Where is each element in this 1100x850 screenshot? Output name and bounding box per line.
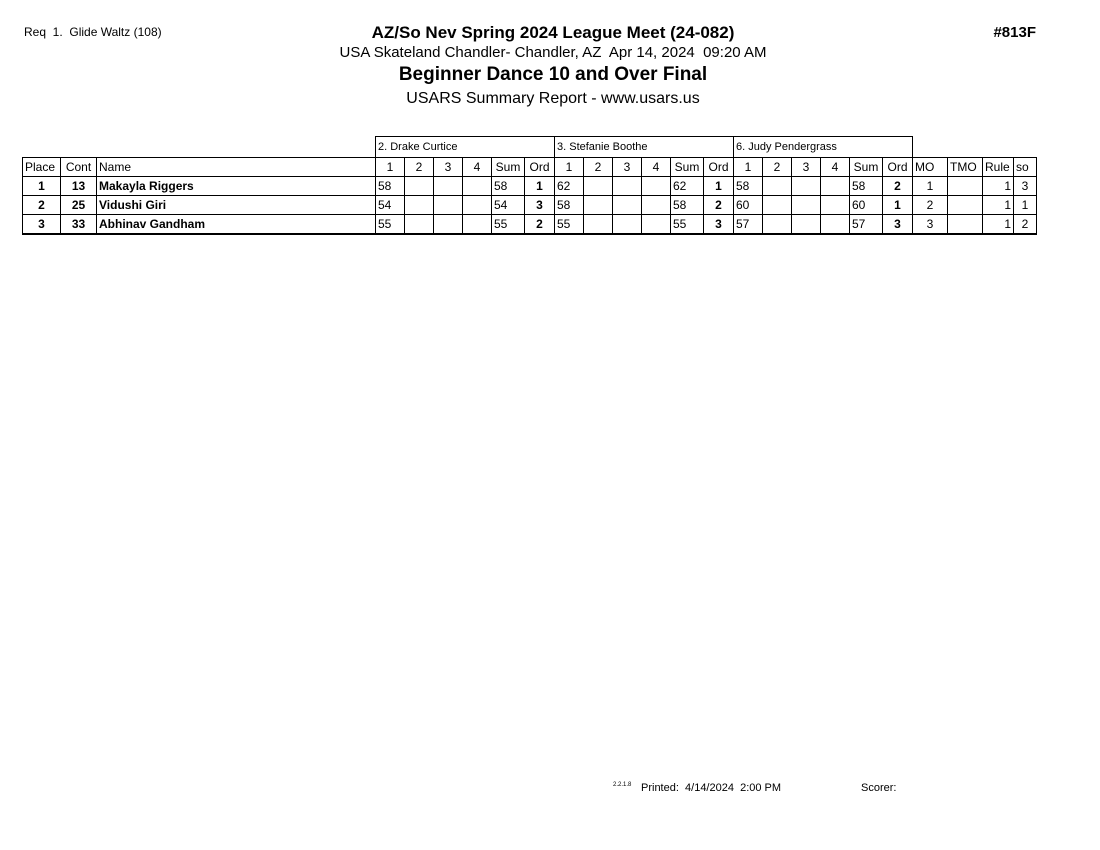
rule-cell: 1 xyxy=(983,215,1014,234)
so-cell: 2 xyxy=(1014,215,1037,234)
score-cell xyxy=(613,196,642,215)
ord-cell: 2 xyxy=(704,196,734,215)
score-cell xyxy=(584,215,613,234)
col-header-trial-1: 1 xyxy=(734,158,763,177)
score-cell xyxy=(821,215,850,234)
judge-1-label: 2. Drake Curtice xyxy=(376,137,555,158)
table-row xyxy=(23,177,1037,196)
mo-cell: 1 xyxy=(913,177,948,196)
score-cell xyxy=(792,177,821,196)
ord-cell: 3 xyxy=(883,215,913,234)
col-header-trial-2: 2 xyxy=(405,158,434,177)
place-cell: 2 xyxy=(23,196,61,215)
col-header-place: Place xyxy=(23,158,61,177)
sum-cell: 58 xyxy=(671,196,704,215)
ord-cell: 2 xyxy=(525,215,555,234)
name-cell: Makayla Riggers xyxy=(97,177,376,196)
score-cell xyxy=(792,196,821,215)
col-header-trial-1: 1 xyxy=(555,158,584,177)
col-header-trial-2: 2 xyxy=(763,158,792,177)
software-version: 2.2.1.8 xyxy=(613,782,632,788)
score-cell: 58 xyxy=(376,177,405,196)
score-cell xyxy=(763,177,792,196)
col-header-name: Name xyxy=(97,158,376,177)
sum-cell: 58 xyxy=(850,177,883,196)
results-table xyxy=(22,136,1037,235)
score-cell xyxy=(434,177,463,196)
col-header-cont: Cont xyxy=(61,158,97,177)
score-cell xyxy=(642,196,671,215)
col-header-trial-3: 3 xyxy=(792,158,821,177)
judge-3-label: 6. Judy Pendergrass xyxy=(734,137,913,158)
column-header-row xyxy=(23,158,1037,177)
ord-cell: 2 xyxy=(883,177,913,196)
score-cell xyxy=(405,196,434,215)
ord-cell: 3 xyxy=(704,215,734,234)
score-cell xyxy=(463,215,492,234)
sum-cell: 55 xyxy=(671,215,704,234)
score-cell xyxy=(405,177,434,196)
score-cell: 54 xyxy=(376,196,405,215)
sum-cell: 54 xyxy=(492,196,525,215)
tmo-cell xyxy=(948,196,983,215)
sum-cell: 62 xyxy=(671,177,704,196)
so-cell: 3 xyxy=(1014,177,1037,196)
judge-2-label: 3. Stefanie Boothe xyxy=(555,137,734,158)
judge-row-right-spacer xyxy=(913,137,1037,158)
cont-cell: 33 xyxy=(61,215,97,234)
meet-title: AZ/So Nev Spring 2024 League Meet (24-082) xyxy=(371,23,735,42)
score-cell xyxy=(763,196,792,215)
ord-cell: 3 xyxy=(525,196,555,215)
ord-cell: 1 xyxy=(525,177,555,196)
score-cell xyxy=(405,215,434,234)
cont-cell: 25 xyxy=(61,196,97,215)
judge-header-row xyxy=(23,137,1037,158)
mo-cell: 2 xyxy=(913,196,948,215)
score-cell xyxy=(642,215,671,234)
name-cell: Vidushi Giri xyxy=(97,196,376,215)
venue-date-line: USA Skateland Chandler- Chandler, AZ Apr 14, 2024 09:20 AM xyxy=(339,44,767,61)
score-cell xyxy=(613,177,642,196)
score-cell: 55 xyxy=(555,215,584,234)
col-header-tmo: TMO xyxy=(948,158,983,177)
report-header xyxy=(200,22,906,109)
printed-timestamp: Printed: 4/14/2024 2:00 PM xyxy=(641,782,782,794)
col-header-trial-2: 2 xyxy=(584,158,613,177)
sum-cell: 60 xyxy=(850,196,883,215)
tmo-cell xyxy=(948,215,983,234)
col-header-trial-4: 4 xyxy=(463,158,492,177)
so-cell: 1 xyxy=(1014,196,1037,215)
score-cell: 62 xyxy=(555,177,584,196)
score-cell: 55 xyxy=(376,215,405,234)
score-cell xyxy=(584,196,613,215)
mo-cell: 3 xyxy=(913,215,948,234)
score-cell xyxy=(434,196,463,215)
col-header-ord: Ord xyxy=(883,158,913,177)
score-cell xyxy=(821,177,850,196)
scorer-label: Scorer: xyxy=(861,782,897,794)
col-header-trial-4: 4 xyxy=(642,158,671,177)
table-row xyxy=(23,196,1037,215)
report-number: #813F xyxy=(993,24,1036,41)
score-cell xyxy=(763,215,792,234)
score-cell xyxy=(792,215,821,234)
ord-cell: 1 xyxy=(704,177,734,196)
score-cell xyxy=(584,177,613,196)
place-cell: 3 xyxy=(23,215,61,234)
col-header-trial-3: 3 xyxy=(434,158,463,177)
cont-cell: 13 xyxy=(61,177,97,196)
rule-cell: 1 xyxy=(983,177,1014,196)
sum-cell: 55 xyxy=(492,215,525,234)
judge-row-left-spacer xyxy=(23,137,376,158)
ord-cell: 1 xyxy=(883,196,913,215)
score-cell xyxy=(434,215,463,234)
col-header-ord: Ord xyxy=(704,158,734,177)
tmo-cell xyxy=(948,177,983,196)
col-header-rule: Rule xyxy=(983,158,1014,177)
rule-cell: 1 xyxy=(983,196,1014,215)
score-cell: 60 xyxy=(734,196,763,215)
score-cell: 58 xyxy=(555,196,584,215)
place-cell: 1 xyxy=(23,177,61,196)
col-header-sum: Sum xyxy=(671,158,704,177)
sum-cell: 58 xyxy=(492,177,525,196)
report-title: USARS Summary Report - www.usars.us xyxy=(406,90,700,107)
requirement-label: Req 1. Glide Waltz (108) xyxy=(24,25,162,39)
col-header-mo: MO xyxy=(913,158,948,177)
score-cell: 57 xyxy=(734,215,763,234)
col-header-so: so xyxy=(1014,158,1037,177)
score-cell xyxy=(642,177,671,196)
score-cell xyxy=(821,196,850,215)
col-header-ord: Ord xyxy=(525,158,555,177)
score-cell: 58 xyxy=(734,177,763,196)
table-row xyxy=(23,215,1037,234)
col-header-sum: Sum xyxy=(850,158,883,177)
score-cell xyxy=(613,215,642,234)
col-header-trial-4: 4 xyxy=(821,158,850,177)
score-cell xyxy=(463,196,492,215)
event-title: Beginner Dance 10 and Over Final xyxy=(398,64,708,85)
col-header-trial-3: 3 xyxy=(613,158,642,177)
score-cell xyxy=(463,177,492,196)
sum-cell: 57 xyxy=(850,215,883,234)
name-cell: Abhinav Gandham xyxy=(97,215,376,234)
col-header-trial-1: 1 xyxy=(376,158,405,177)
col-header-sum: Sum xyxy=(492,158,525,177)
